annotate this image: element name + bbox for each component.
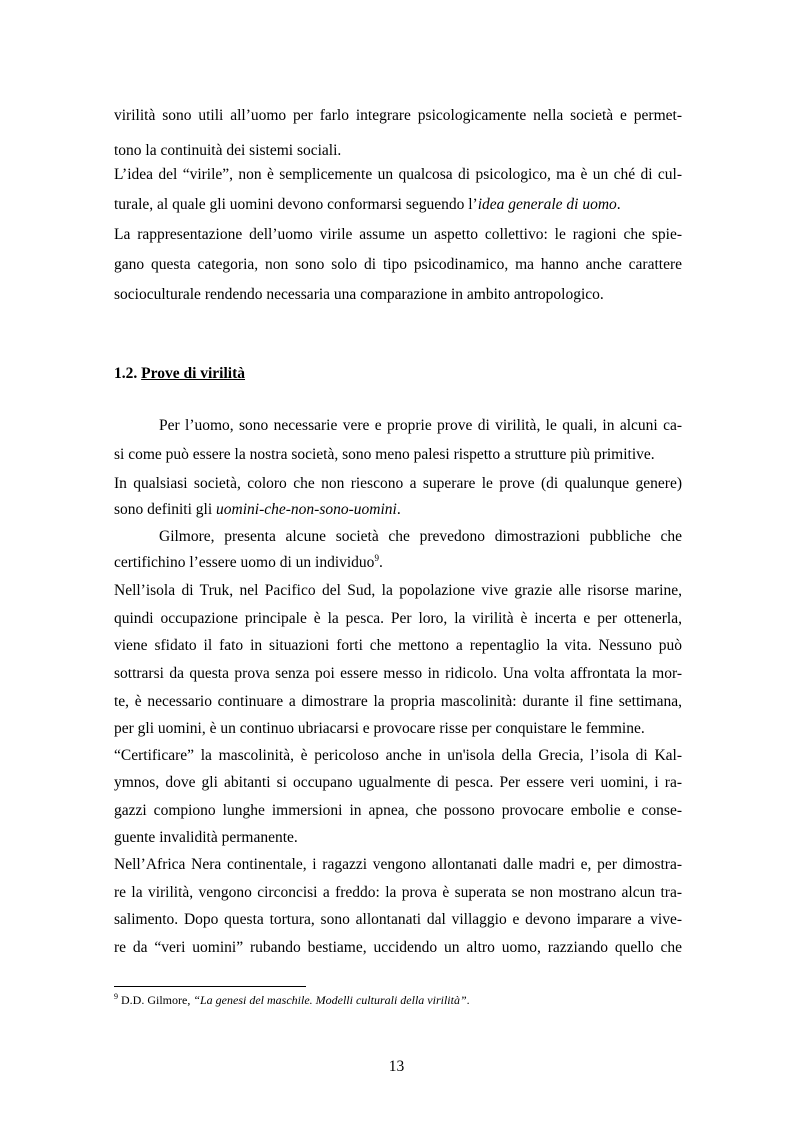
text-run: certifichino l’essere uomo di un individuo [114,554,375,571]
footnote-author: D.D. Gilmore, [118,993,194,1007]
text-run: . [396,501,401,518]
italic-phrase: idea generale di uomo [477,196,617,213]
paragraph-line: Nell’Africa Nera continentale, i ragazzi vengono allontanati dalle madri e, per dimostra- [114,856,682,873]
footnote [114,992,682,1008]
paragraph-line [114,553,682,573]
paragraph-line: Gilmore, presenta alcune società che prevedono dimostrazioni pubbliche che [159,528,682,545]
paragraph-line: quindi occupazione principale è la pesca. Per loro, la virilità è incerta e per ottenerla, [114,610,682,627]
paragraph-line: “Certificare” la mascolinità, è pericoloso anche in un'isola della Grecia, l’isola di Kal- [114,747,682,764]
paragraph-line: viene sfidato il fato in situazioni forti che mettono a repentaglio la vita. Nessuno può [114,637,682,654]
paragraph-line: La rappresentazione dell’uomo virile assume un aspetto collettivo: le ragioni che spie- [114,226,682,243]
paragraph-line: per gli uomini, è un continuo ubriacarsi e provocare risse per conquistare le femmine. [114,720,645,737]
paragraph-line: gazzi compiono lunghe immersioni in apnea, che possono provocare embolie e conse- [114,802,682,819]
paragraph-line: virilità sono utili all’uomo per farlo integrare psicologicamente nella società e permet- [114,107,682,124]
page-number: 13 [388,1058,405,1075]
footnote-suffix: . [466,993,470,1007]
paragraph-line: tono la continuità dei sistemi sociali. [114,142,342,159]
paragraph-line: sottrarsi da questa prova senza poi essere messo in ridicolo. Una volta affrontata la mor- [114,665,682,682]
paragraph-line: In qualsiasi società, coloro che non riescono a superare le prove (di qualunque genere) [114,475,682,492]
paragraph-line: guente invalidità permanente. [114,829,298,846]
paragraph-line: Nell’isola di Truk, nel Pacifico del Sud, la popolazione vive grazie alle risorse marine, [114,582,682,599]
text-run: . [378,554,383,571]
paragraph-line: Per l’uomo, sono necessarie vere e proprie prove di virilità, le quali, in alcuni ca- [159,417,682,434]
paragraph-line: re la virilità, vengono circoncisi a freddo: la prova è superata se non mostrano alcun tra- [114,884,682,901]
paragraph-line: ymnos, dove gli abitanti si occupano ugualmente di pesca. Per essere veri uomini, i ra- [114,774,682,791]
paragraph-line: te, è necessario continuare a dimostrare la propria mascolinità: durante il fine settimana, [114,693,682,710]
paragraph-line: si come può essere la nostra società, sono meno palesi rispetto a strutture più primitive. [114,446,655,463]
section-title: Prove di virilità [141,365,246,382]
paragraph-line: L’idea del “virile”, non è semplicemente un qualcosa di psicologico, ma è un ché di cul- [114,166,682,183]
paragraph-line [114,195,682,215]
text-run: turale, al quale gli uomini devono conformarsi seguendo l’ [114,196,478,213]
paragraph-line: salimento. Dopo questa tortura, sono allontanati dal villaggio e devono imparare a vive- [114,911,682,928]
section-heading [114,364,682,384]
section-number: 1.2. [114,365,138,382]
footnote-separator [114,986,306,987]
paragraph-line [114,500,682,520]
text-run: sono definiti gli [114,501,217,518]
footnote-title: “La genesi del maschile. Modelli culturali della virilità” [193,993,467,1007]
italic-phrase: uomini-che-non-sono-uomini [216,501,397,518]
text-run: . [616,196,621,213]
paragraph-line: gano questa categoria, non sono solo di tipo psicodinamico, ma hanno anche carattere [114,256,682,273]
paragraph-line: socioculturale rendendo necessaria una comparazione in ambito antropologico. [114,286,604,303]
footnote-number: 9 [114,992,118,1001]
footnote-reference[interactable]: 9 [374,552,379,563]
paragraph-line: re da “veri uomini” rubando bestiame, uccidendo un altro uomo, razziando quello che [114,939,682,956]
